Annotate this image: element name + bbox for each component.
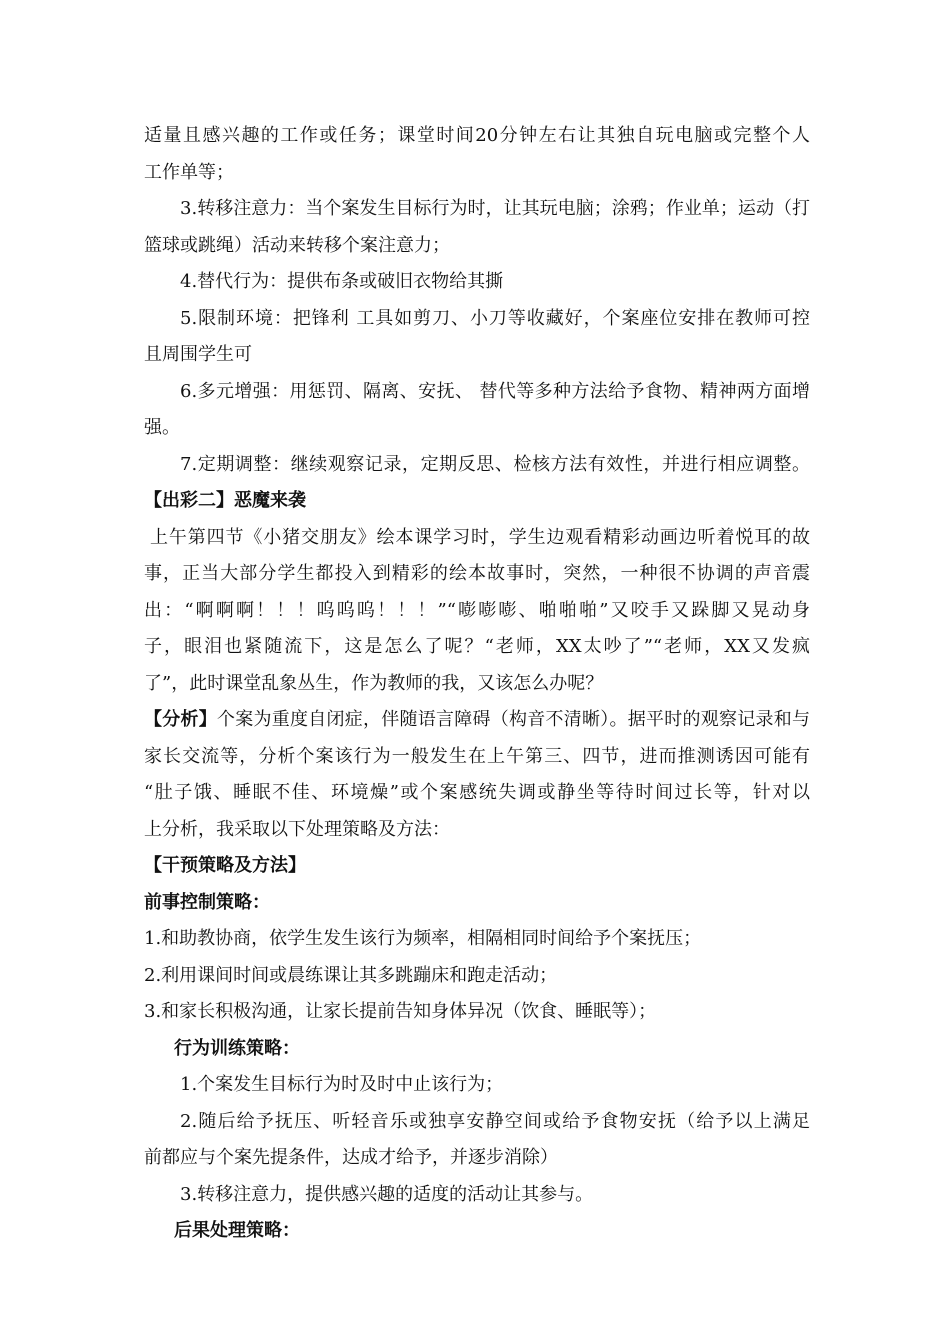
text-line: 事，正当大部分学生都投入到精彩的绘本故事时，突然，一种很不协调的声音震	[144, 563, 810, 584]
text-line: 3.和家长积极沟通，让家长提前告知身体异况（饮食、睡眠等）；	[144, 1001, 657, 1022]
text-line: 2.利用课间时间或晨练课让其多跳蹦床和跑走活动；	[144, 964, 558, 986]
text-line: 适量且感兴趣的工作或任务；课堂时间20分钟左右让其独自玩电脑或完整个人	[144, 125, 810, 146]
text-line: 1.个案发生目标行为时及时中止该行为；	[180, 1074, 504, 1095]
analysis-text: 个案为重度自闭症，伴随语言障碍（构音不清晰）。据平时的观察记录和与	[217, 709, 810, 730]
section-heading: 【干预策略及方法】	[144, 855, 306, 876]
subheading: 后果处理策略：	[174, 1220, 300, 1241]
analysis-line	[144, 702, 810, 739]
analysis-label: 【分析】	[144, 709, 217, 730]
text-line: 上分析，我采取以下处理策略及方法：	[144, 818, 450, 840]
text-line: 出：“啊啊啊！！！呜呜呜！！！”“嘭嘭嘭、啪啪啪”又咬手又跺脚又晃动身	[144, 599, 810, 621]
subheading: 行为训练策略：	[174, 1037, 300, 1059]
text-line: 且周围学生可	[144, 344, 252, 365]
text-line: 3.转移注意力，提供感兴趣的适度的活动让其参与。	[180, 1183, 594, 1205]
subheading: 前事控制策略：	[144, 891, 270, 913]
text-line: 前都应与个案先提条件，达成才给予，并逐步消除）	[144, 1147, 558, 1168]
text-line: 强。	[144, 417, 180, 438]
text-line: 了”，此时课堂乱象丛生，作为教师的我，又该怎么办呢？	[144, 672, 604, 694]
text-line: 篮球或跳绳）活动来转移个案注意力；	[144, 234, 450, 256]
text-line: 工作单等；	[144, 161, 234, 183]
text-line: 1.和助教协商，依学生发生该行为频率，相隔相同时间给予个案抚压；	[144, 928, 702, 949]
text-line: 2.随后给予抚压、听轻音乐或独享安静空间或给予食物安抚（给予以上满足	[180, 1110, 810, 1132]
text-line: 6.多元增强：用惩罚、隔离、安抚、 替代等多种方法给予食物、精神两方面增	[180, 380, 810, 402]
text-line: 家长交流等，分析个案该行为一般发生在上午第三、四节，进而推测诱因可能有	[144, 745, 810, 767]
text-line: 3.转移注意力：当个案发生目标行为时，让其玩电脑；涂鸦；作业单；运动（打	[180, 198, 810, 219]
text-line: 上午第四节《小猪交朋友》绘本课学习时，学生边观看精彩动画边听着悦耳的故	[150, 526, 810, 548]
text-line: 5.限制环境：把锋利 工具如剪刀、小刀等收藏好，个案座位安排在教师可控	[180, 307, 810, 329]
text-line: “肚子饿、睡眠不佳、环境燥”或个案感统失调或静坐等待时间过长等，针对以	[144, 782, 810, 803]
document-body	[144, 118, 810, 1250]
text-line: 7.定期调整：继续观察记录，定期反思、检核方法有效性，并进行相应调整。	[180, 453, 810, 475]
text-line: 子，眼泪也紧随流下，这是怎么了呢？“老师，XX太吵了”“老师，XX又发疯	[144, 636, 810, 657]
section-heading: 【出彩二】恶魔来袭	[144, 490, 306, 511]
text-line: 4.替代行为：提供布条或破旧衣物给其撕	[180, 271, 504, 292]
